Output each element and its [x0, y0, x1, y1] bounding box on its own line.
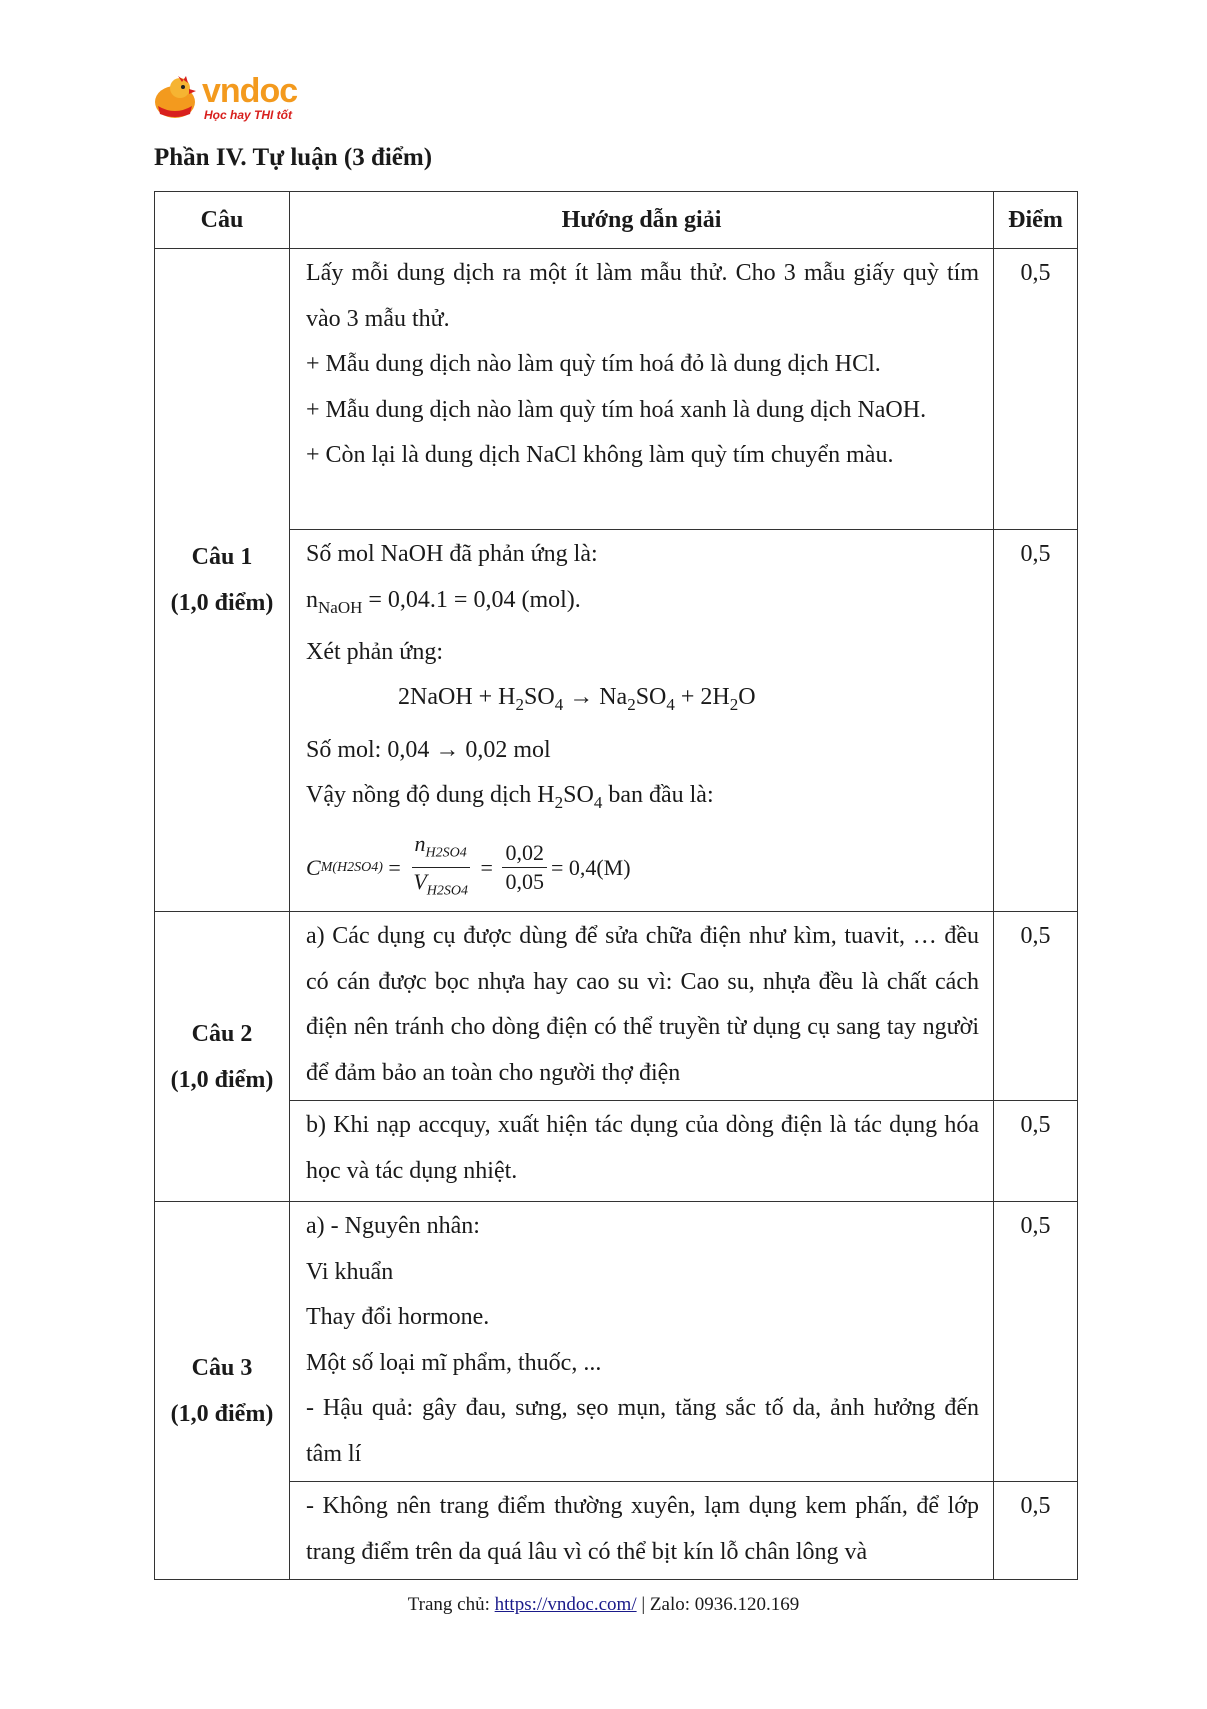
question-2-score: (1,0 điểm) [170, 1066, 274, 1093]
question-3-cell [155, 1202, 290, 1580]
question-2-label: Câu 2 [191, 1020, 253, 1047]
header-question: Câu [155, 192, 290, 249]
q1-part1-guide [290, 249, 994, 530]
section-title: Phần IV. Tự luận (3 điểm) [154, 144, 433, 171]
guide-line: Vi khuẩn [306, 1258, 394, 1285]
n-subscript: NaOH [318, 597, 363, 617]
table-header-row [155, 192, 1078, 249]
q1-part2-guide [290, 530, 994, 912]
guide-line: Thay đổi hormone. [306, 1304, 490, 1331]
guide-line: Lấy mỗi dung dịch ra một ít làm mẫu thử. Cho 3 mẫu giấy quỳ tím vào 3 mẫu thử. [306, 260, 979, 332]
footer-zalo: | Zalo: 0936.120.169 [636, 1594, 800, 1615]
guide-paragraph: a) Các dụng cụ được dùng để sửa chữa điện như kìm, tuavit, … đều có cán được bọc nhựa hay cao su vì: Cao su, nhựa đều là chất cách điện nên tránh cho dòng điện có thể truyền từ dụng cụ sang tay người để đảm bảo an toàn cho người thợ điện [306, 923, 979, 1086]
reaction-equation: 2NaOH + $H_2SO_4 \to Na_2SO_4 + 2H_2O$ [398, 684, 756, 715]
question-1-cell [155, 249, 290, 912]
n-rest: = 0,04.1 = 0,04 (mol). [362, 586, 581, 613]
table-row [155, 912, 1078, 1101]
question-1-label: Câu 1 [191, 544, 253, 571]
table-row [155, 1202, 1078, 1482]
guide-line: + Mẫu dung dịch nào làm quỳ tím hoá đỏ là dung dịch HCl. [306, 351, 881, 377]
guide-line: Số mol: 0,04 → 0,02 mol [306, 736, 551, 763]
q1-part1-points: 0,5 [994, 249, 1078, 530]
q2-part-a-points: 0,5 [994, 912, 1078, 1101]
vndoc-logo [150, 68, 320, 126]
guide-line: Một số loại mĩ phẩm, thuốc, ... [306, 1349, 602, 1376]
question-1-score: (1,0 điểm) [170, 590, 274, 617]
logo-tagline: Học hay THI tốt [204, 108, 293, 122]
fraction-values: $\frac{0,02}{0,05}$ [502, 839, 547, 896]
guide-line: + Mẫu dung dịch nào làm quỳ tím hoá xanh là dung dịch NaOH. [306, 396, 927, 423]
guide-paragraph: - Không nên trang điểm thường xuyên, lạm dụng kem phấn, để lớp trang điểm trên da quá lâu vì có thể bịt kín lỗ chân lông và [306, 1493, 979, 1565]
guide-line: + Còn lại là dung dịch NaCl không làm quỳ tím chuyển màu. [306, 442, 894, 468]
page-footer [0, 1594, 1207, 1616]
table-row [155, 1482, 1078, 1580]
q2-part-a-guide [290, 912, 994, 1101]
q3-part-a-guide [290, 1202, 994, 1482]
q2-part-b-points: 0,5 [994, 1101, 1078, 1202]
table-row [155, 249, 1078, 530]
question-3-label: Câu 3 [191, 1354, 253, 1381]
chicken-mascot-icon [150, 72, 200, 122]
header-points: Điểm [994, 192, 1078, 249]
q2-part-b-guide [290, 1101, 994, 1202]
guide-line: Xét phản ứng: [306, 638, 443, 665]
footer-prefix: Trang chủ: [407, 1594, 495, 1615]
guide-line: Số mol NaOH đã phản ứng là: [306, 541, 598, 567]
fraction-moles-volume: $\frac{n_{H2SO4}}{V_{H2SO4}}$ [413, 830, 469, 899]
header-guide: Hướng dẫn giải [290, 192, 994, 249]
question-2-cell [155, 912, 290, 1202]
q3-part-b-guide [290, 1482, 994, 1580]
n-symbol: n [306, 586, 318, 613]
concentration-formula: C M(H2SO4) = $\frac{n_{H2SO4}}{V_{H2SO4}}$ = $\frac{0,02}{0,05}$ = 0,4(M) [306, 827, 979, 907]
guide-paragraph: b) Khi nạp accquy, xuất hiện tác dụng của dòng điện là tác dụng hóa học và tác dụng nhiệt. [306, 1112, 979, 1184]
answer-table [154, 191, 1078, 1580]
footer-homepage-link[interactable]: https://vndoc.com/ [494, 1594, 637, 1615]
guide-line: a) - Nguyên nhân: [306, 1213, 480, 1240]
question-3-score: (1,0 điểm) [170, 1400, 274, 1427]
logo-brand: vndoc [202, 72, 298, 110]
guide-line: - Hậu quả: gây đau, sưng, sẹo mụn, tăng sắc tố da, ảnh hưởng đến tâm lí [306, 1395, 979, 1467]
guide-line: Vậy nồng độ dung dịch $H_2SO_4$ ban đầu là: [306, 782, 714, 812]
q3-part-b-points: 0,5 [994, 1482, 1078, 1580]
guide-line [306, 578, 979, 630]
q1-part2-points: 0,5 [994, 530, 1078, 912]
q3-part-a-points: 0,5 [994, 1202, 1078, 1482]
table-row [155, 530, 1078, 912]
formula-result: = 0,4(M) [550, 854, 631, 880]
table-row [155, 1101, 1078, 1202]
